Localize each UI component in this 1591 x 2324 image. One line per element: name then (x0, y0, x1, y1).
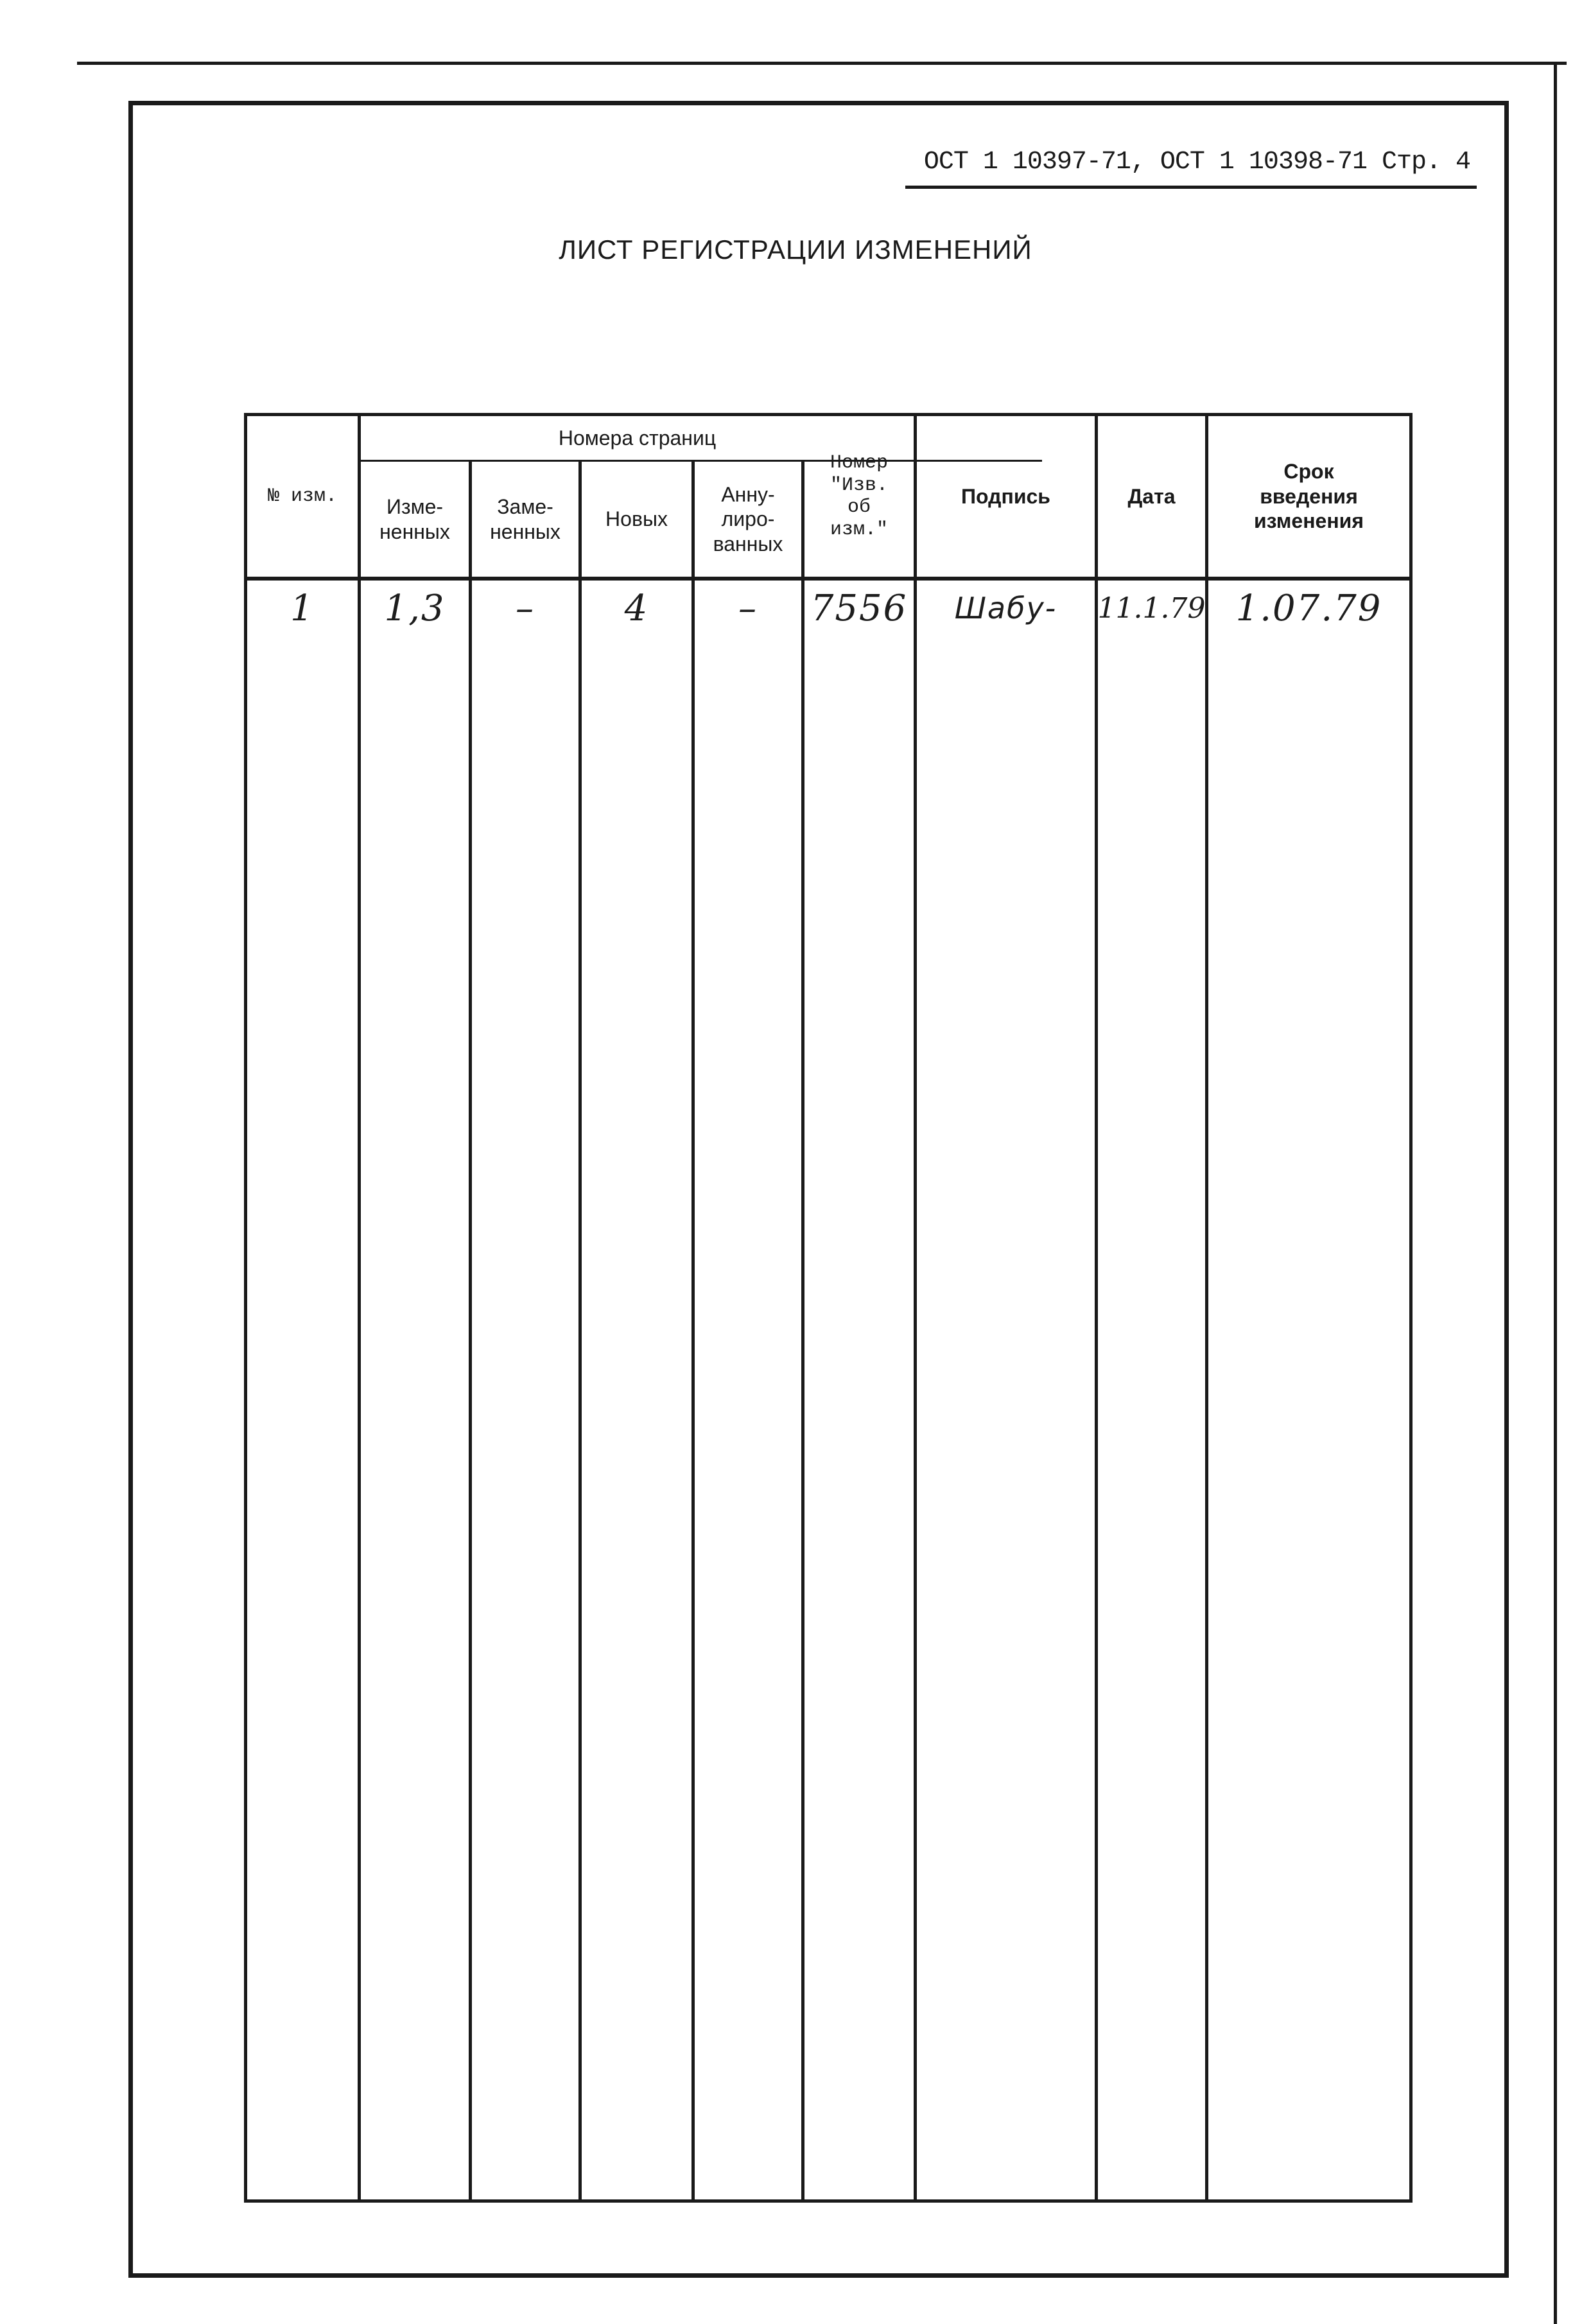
col-line (914, 413, 917, 2203)
col-header-date: Дата (1127, 484, 1176, 508)
col-header-annulled: Анну- лиро- ванных (713, 482, 783, 555)
header-underline (905, 186, 1477, 189)
row-notice-number: 7556 (810, 587, 908, 629)
right-border-line (1554, 64, 1557, 2324)
page-title: ЛИСТ РЕГИСТРАЦИИ ИЗМЕНЕНИЙ (559, 234, 1032, 265)
row-signature: Шабу- (954, 591, 1057, 625)
change-registration-table (244, 413, 1413, 2203)
col-line (578, 460, 582, 2203)
col-header-notice: Номер "Изв. об изм." (830, 452, 888, 541)
col-line (1095, 413, 1098, 2203)
col-header-pages-group: Номера страниц (558, 426, 717, 450)
row-deadline: 1.07.79 (1235, 587, 1382, 629)
table-bottom-border (244, 2199, 1413, 2203)
document-header: ОСТ 1 10397-71, ОСТ 1 10398-71 Стр. 4 (923, 148, 1470, 177)
col-line (691, 460, 695, 2203)
col-header-new: Новых (605, 507, 668, 531)
row-number: 1 (290, 587, 315, 629)
row-changed-pages: 1,3 (384, 587, 446, 629)
col-header-number: № изм. (267, 485, 338, 507)
col-line (358, 413, 361, 2203)
col-line (244, 413, 247, 2203)
col-header-replaced: Заме- ненных (490, 495, 561, 543)
col-line (1409, 413, 1413, 2203)
col-header-changed: Изме- ненных (379, 495, 450, 543)
col-header-signature: Подпись (961, 484, 1050, 508)
col-header-deadline: Срок введения изменения (1253, 460, 1364, 533)
col-line (469, 460, 472, 2203)
col-line (801, 460, 804, 2203)
top-border-line (77, 62, 1567, 65)
row-date: 11.1.79 (1097, 591, 1206, 625)
row-annulled-pages: – (738, 587, 758, 629)
col-line (1205, 413, 1208, 2203)
row-new-pages: 4 (624, 587, 649, 629)
row-replaced-pages: – (516, 587, 535, 629)
